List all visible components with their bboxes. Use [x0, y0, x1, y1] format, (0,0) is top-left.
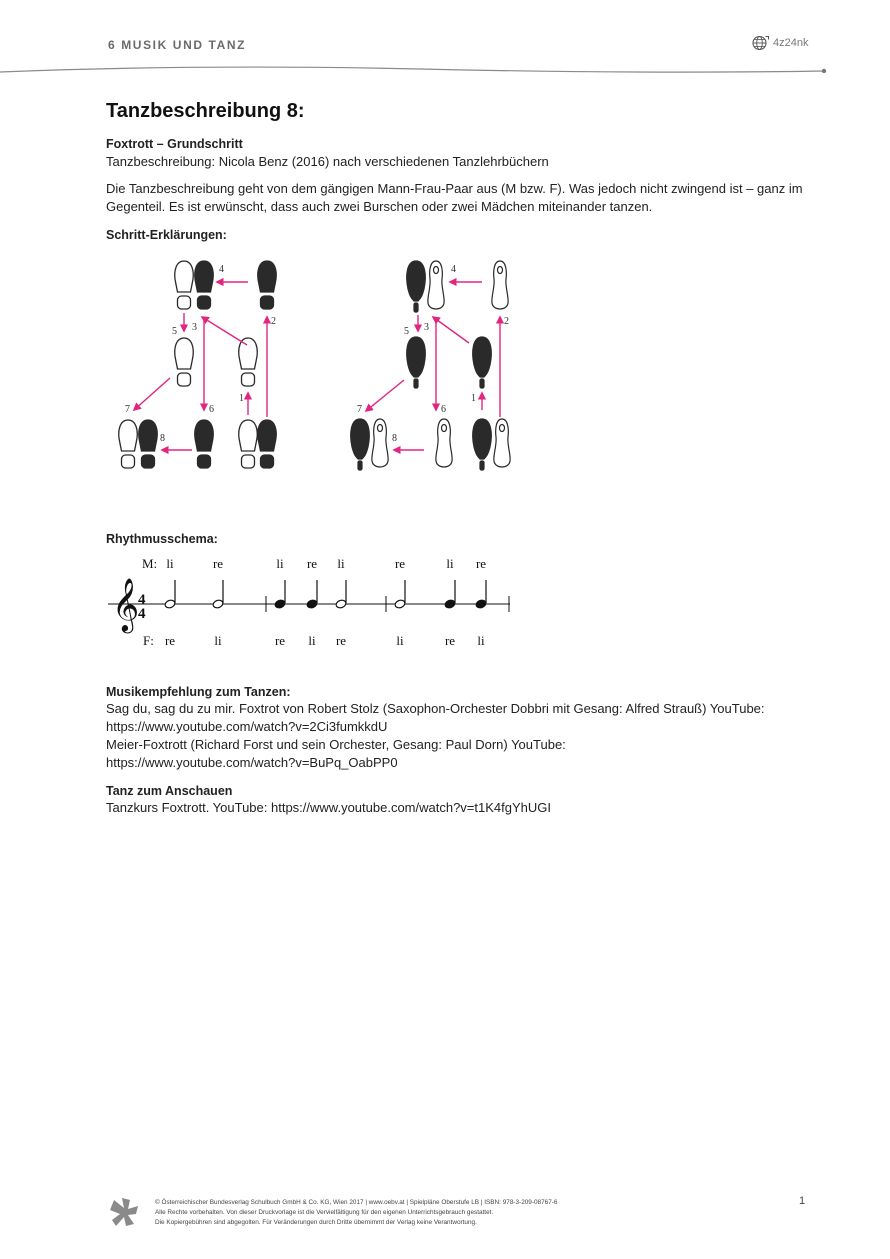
page-title: Tanzbeschreibung 8:: [106, 100, 305, 122]
man-footprints: [119, 261, 276, 468]
step-diagram: [100, 245, 560, 485]
m-syllable: re: [212, 556, 224, 571]
half-note: [394, 580, 406, 609]
footprint: [494, 419, 510, 467]
step-arrow: [366, 380, 404, 411]
footprint: [428, 261, 444, 309]
step-number: 3: [192, 322, 197, 333]
f-syllable: li: [477, 633, 485, 648]
notes: [164, 580, 487, 609]
footprint: [436, 419, 452, 467]
half-note: [164, 580, 176, 609]
page-number: 1: [799, 1195, 806, 1207]
music-link-1[interactable]: https://www.youtube.com/watch?v=2Ci3fumkkdU: [106, 719, 388, 734]
step-number: 3: [424, 322, 429, 333]
rhythm-staff: [100, 548, 520, 656]
f-syllable: li: [396, 633, 404, 648]
footprint: [175, 338, 193, 386]
quarter-note: [444, 580, 456, 609]
half-note: [335, 580, 347, 609]
m-syllable: li: [166, 556, 174, 571]
footprint: [473, 419, 492, 470]
footprint: [195, 420, 213, 468]
header-divider: [0, 60, 890, 82]
time-signature-top: 4: [138, 592, 146, 608]
description-author: Tanzbeschreibung: Nicola Benz (2016) nach verschiedenen Tanzlehrbüchern: [106, 154, 549, 169]
chapter-title: 6 MUSIK UND TANZ: [108, 38, 247, 52]
step-number: 8: [392, 433, 397, 444]
m-syllable: li: [276, 556, 284, 571]
footprint: [492, 261, 508, 309]
woman-footprints: [351, 261, 510, 470]
f-syllable: re: [274, 633, 286, 648]
m-syllable: re: [306, 556, 318, 571]
step-number: 4: [451, 264, 456, 275]
f-syllable: re: [335, 633, 347, 648]
step-number: 2: [271, 316, 276, 327]
footprint: [407, 337, 426, 388]
footer-line-3: Die Kopiergebühren sind abgegolten. Für Veränderungen durch Dritte übernimmt der Verlag keine Verantwortung.: [155, 1219, 477, 1226]
step-number: 8: [160, 433, 165, 444]
f-syllable: re: [444, 633, 456, 648]
quarter-note: [306, 580, 318, 609]
intro-line-1: Die Tanzbeschreibung geht von dem gängigen Mann-Frau-Paar aus (M bzw. F). Was jedoch nicht zwingend ist – ganz im: [106, 181, 803, 196]
step-arrow: [433, 317, 469, 343]
step-number: 5: [172, 326, 177, 337]
footprint: [258, 420, 276, 468]
footprint: [239, 338, 257, 386]
footer-copyright: [155, 1198, 557, 1228]
dance-name: Foxtrott – Grundschritt: [106, 137, 243, 151]
treble-clef-icon: 𝄞: [112, 579, 140, 630]
f-syllables: [165, 633, 485, 648]
footprint: [175, 261, 193, 309]
music-line-1: Sag du, sag du zu mir. Foxtrot von Robert Stolz (Saxophon-Orchester Dobbri mit Gesang: Alfred Strauß) YouTube:: [106, 701, 765, 716]
steps-heading: Schritt-Erklärungen:: [106, 228, 227, 242]
f-syllable: re: [164, 633, 176, 648]
step-number: 1: [471, 393, 476, 404]
footprint: [139, 420, 157, 468]
online-code-text: 4z24nk: [773, 37, 809, 49]
f-syllable: li: [214, 633, 222, 648]
footprint: [258, 261, 276, 309]
step-arrow: [202, 317, 247, 345]
f-syllable: li: [308, 633, 316, 648]
m-label: M:: [142, 556, 158, 571]
step-number: 6: [209, 404, 214, 415]
footer-line-2: Alle Rechte vorbehalten. Von dieser Druckvorlage ist die Vervielfältigung für den eigenen Unterrichtsgebrauch gestattet.: [155, 1209, 494, 1216]
m-syllables: [166, 556, 486, 571]
music-heading: Musikempfehlung zum Tanzen:: [106, 685, 291, 699]
step-arrow: [134, 378, 170, 410]
footprint: [239, 420, 257, 468]
m-syllable: li: [337, 556, 345, 571]
footprint: [351, 419, 370, 470]
m-syllable: li: [446, 556, 454, 571]
watch-link[interactable]: Tanzkurs Foxtrott. YouTube: https://www.youtube.com/watch?v=t1K4fgYhUGI: [106, 800, 551, 815]
footprint: [119, 420, 137, 468]
footprint: [473, 337, 492, 388]
half-note: [212, 580, 224, 609]
f-label: F:: [143, 633, 154, 648]
music-line-3: Meier-Foxtrott (Richard Forst und sein Orchester, Gesang: Paul Dorn) YouTube:: [106, 737, 566, 752]
step-number: 2: [504, 316, 509, 327]
step-number: 1: [239, 393, 244, 404]
quarter-note: [274, 580, 286, 609]
step-number: 4: [219, 264, 224, 275]
music-link-2[interactable]: https://www.youtube.com/watch?v=BuPq_OabPP0: [106, 755, 398, 770]
step-number: 7: [125, 404, 130, 415]
step-number: 7: [357, 404, 362, 415]
globe-link-icon: [752, 35, 770, 51]
intro-line-2: Gegenteil. Es ist erwünscht, dass auch zwei Burschen oder zwei Mädchen miteinander tanzen.: [106, 199, 653, 214]
step-number: 6: [441, 404, 446, 415]
rhythm-heading: Rhythmusschema:: [106, 532, 218, 546]
quarter-note: [475, 580, 487, 609]
publisher-logo-icon: [108, 1196, 142, 1230]
m-syllable: re: [394, 556, 406, 571]
footprint: [195, 261, 213, 309]
watch-heading: Tanz zum Anschauen: [106, 784, 233, 798]
footprint: [372, 419, 388, 467]
time-signature-bottom: 4: [138, 606, 146, 622]
step-number: 5: [404, 326, 409, 337]
online-code[interactable]: [752, 35, 808, 51]
footer-line-1: © Österreichischer Bundesverlag Schulbuch GmbH & Co. KG, Wien 2017 | www.oebv.at | Spielpläne Oberstufe LB | ISBN: 978-3-209-08767-6: [155, 1199, 558, 1206]
footprint: [407, 261, 426, 312]
m-syllable: re: [475, 556, 487, 571]
